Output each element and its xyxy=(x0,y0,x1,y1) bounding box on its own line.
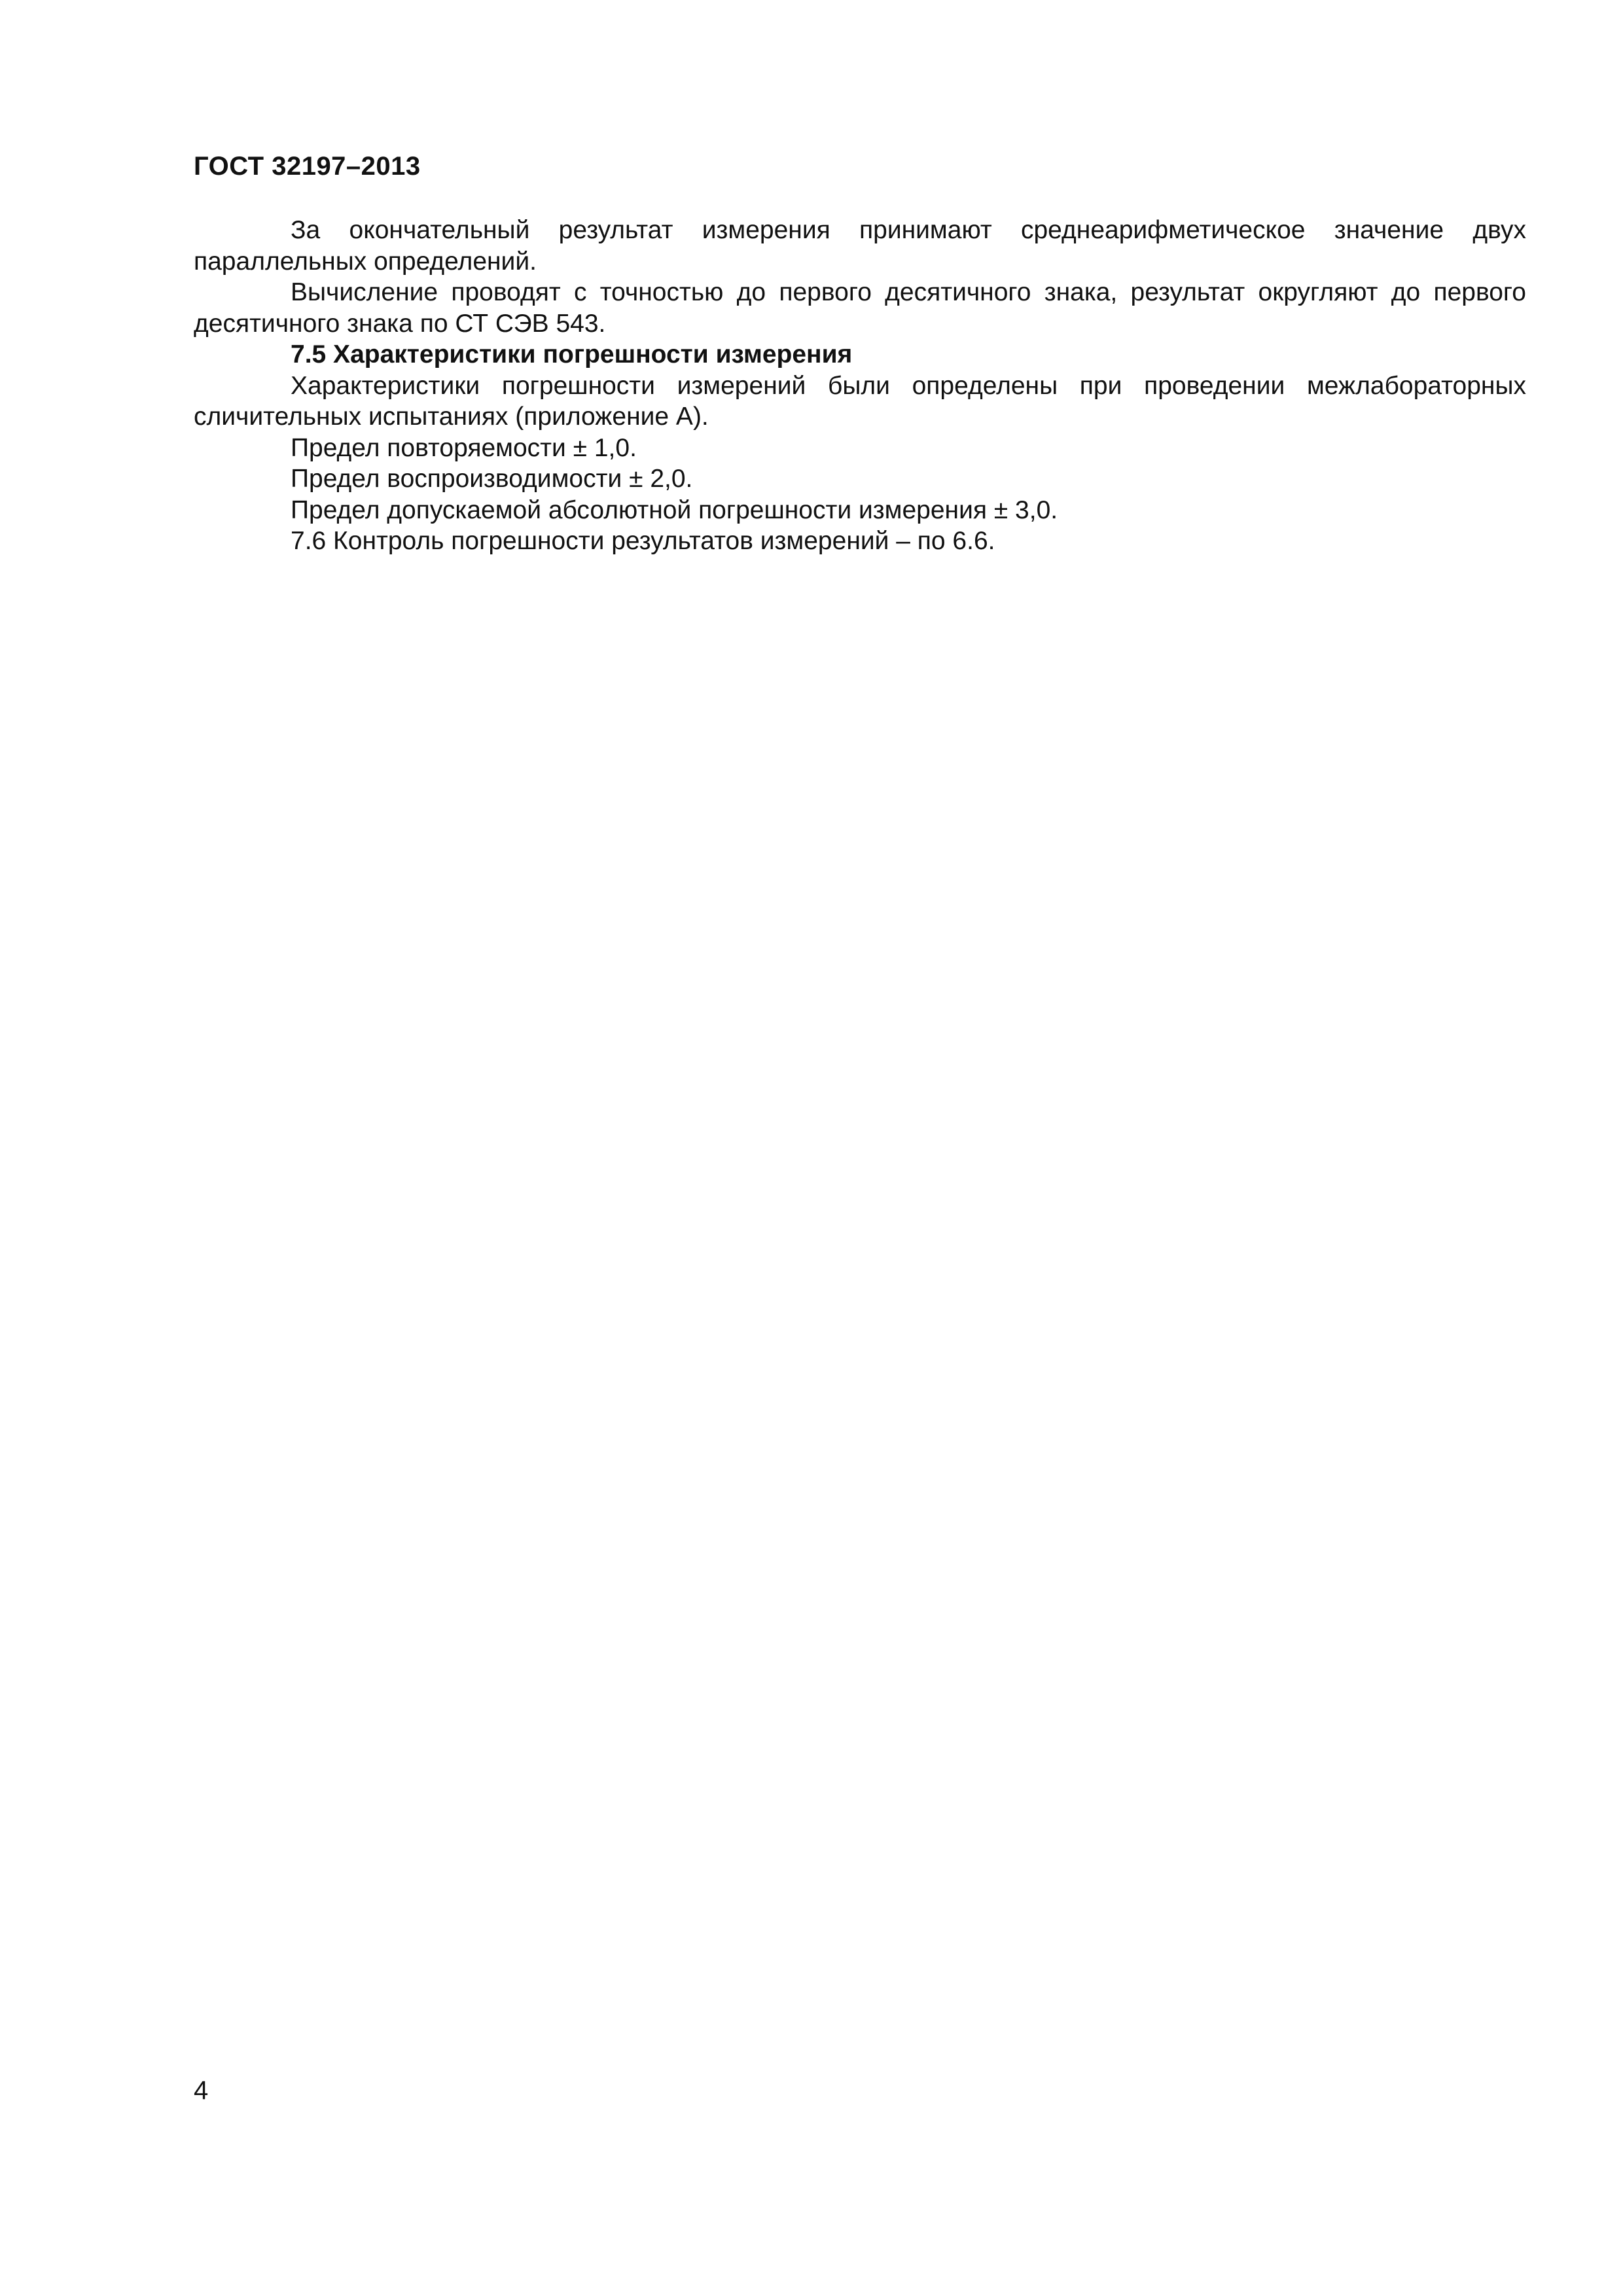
standard-header: ГОСТ 32197–2013 xyxy=(194,152,421,181)
paragraph-absolute-error-limit: Предел допускаемой абсолютной погрешности измерения ± 3,0. xyxy=(291,495,1058,524)
paragraph-repeatability-limit: Предел повторяемости ± 1,0. xyxy=(291,433,637,462)
paragraph-calculation: Вычисление проводят с точностью до первого десятичного знака, результат округляют до первого десятичного знака по СТ СЭВ 543. xyxy=(194,278,1526,338)
section-heading-7-5: 7.5 Характеристики погрешности измерения xyxy=(291,340,853,368)
paragraph-final-result: За окончательный результат измерения принимают среднеарифметическое значение двух параллельных определений. xyxy=(194,216,1526,276)
paragraph-reproducibility-limit: Предел воспроизводимости ± 2,0. xyxy=(291,465,693,493)
paragraph-error-characteristics: Характеристики погрешности измерений были определены при проведении межлабораторных сличительных испытаниях (приложение А). xyxy=(194,371,1526,431)
paragraph-section-7-6: 7.6 Контроль погрешности результатов измерений – по 6.6. xyxy=(291,527,995,555)
document-body xyxy=(194,215,1526,557)
page-number: 4 xyxy=(194,2076,209,2105)
